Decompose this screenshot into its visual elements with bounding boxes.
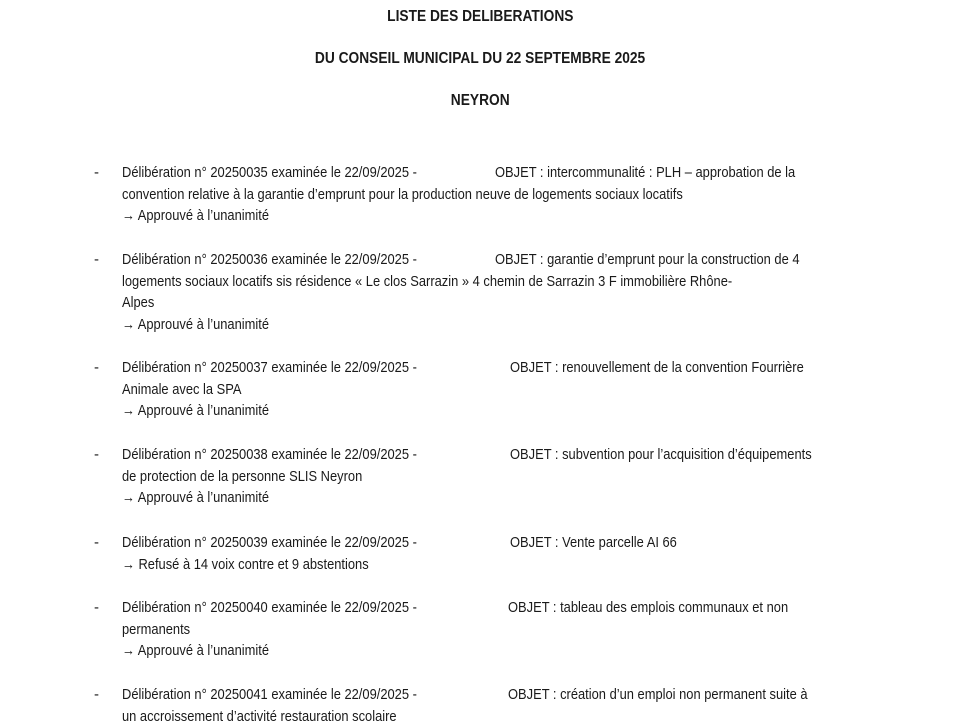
deliberation-objet: OBJET : intercommunalité : PLH – approbation de la — [495, 164, 796, 181]
objet-continuation: permanents — [122, 620, 191, 638]
bullet-dash: - — [94, 251, 99, 268]
deliberation-heading: Délibération n° 20250040 examinée le 22/09/2025 - — [122, 599, 417, 616]
vote-result: → Approuvé à l’unanimité — [122, 642, 270, 659]
commune-name — [0, 92, 960, 110]
deliberation-heading: Délibération n° 20250038 examinée le 22/09/2025 - — [122, 446, 417, 463]
deliberation-heading: Délibération n° 20250037 examinée le 22/09/2025 - — [122, 359, 417, 376]
objet-continuation: Alpes — [122, 294, 155, 311]
deliberation-heading: Délibération n° 20250039 examinée le 22/09/2025 - — [122, 534, 417, 551]
objet-continuation: de protection de la personne SLIS Neyron — [122, 467, 363, 485]
deliberation-heading: Délibération n° 20250035 examinée le 22/09/2025 - — [122, 164, 417, 181]
deliberation-heading: Délibération n° 20250041 examinée le 22/09/2025 - — [122, 686, 417, 703]
objet-continuation: logements sociaux locatifs sis résidence « Le clos Sarrazin » 4 chemin de Sarrazin 3 F immobilière Rhône- — [122, 272, 733, 290]
document-subtitle — [0, 50, 960, 68]
deliberation-objet: OBJET : garantie d’emprunt pour la construction de 4 — [495, 251, 800, 268]
objet-continuation: convention relative à la garantie d’emprunt pour la production neuve de logements sociaux locatifs — [122, 185, 683, 203]
deliberation-objet: OBJET : Vente parcelle AI 66 — [510, 534, 677, 551]
vote-result: → Approuvé à l’unanimité — [122, 402, 270, 419]
title-line: DU CONSEIL MUNICIPAL DU 22 SEPTEMBRE 2025 — [314, 50, 646, 67]
vote-result: → Refusé à 14 voix contre et 9 abstentions — [122, 555, 369, 573]
deliberation-heading: Délibération n° 20250036 examinée le 22/09/2025 - — [122, 251, 417, 268]
vote-result: → Approuvé à l’unanimité — [122, 489, 270, 506]
bullet-dash: - — [94, 599, 99, 616]
deliberation-objet: OBJET : subvention pour l’acquisition d’équipements — [510, 446, 812, 463]
deliberation-objet: OBJET : création d’un emploi non permanent suite à — [508, 686, 808, 703]
bullet-dash: - — [94, 534, 99, 551]
objet-continuation: Animale avec la SPA — [122, 380, 242, 398]
title-line: NEYRON — [450, 92, 510, 109]
objet-continuation: un accroissement d’activité restauration scolaire — [122, 707, 397, 725]
deliberation-objet: OBJET : tableau des emplois communaux et non — [508, 599, 789, 616]
bullet-dash: - — [94, 164, 99, 181]
bullet-dash: - — [94, 686, 99, 703]
deliberation-objet: OBJET : renouvellement de la convention Fourrière — [510, 359, 804, 376]
bullet-dash: - — [94, 359, 99, 376]
vote-result: → Approuvé à l’unanimité — [122, 207, 270, 224]
bullet-dash: - — [94, 446, 99, 463]
vote-result: → Approuvé à l’unanimité — [122, 315, 270, 333]
document-title — [0, 8, 960, 26]
title-line: LISTE DES DELIBERATIONS — [386, 8, 574, 25]
